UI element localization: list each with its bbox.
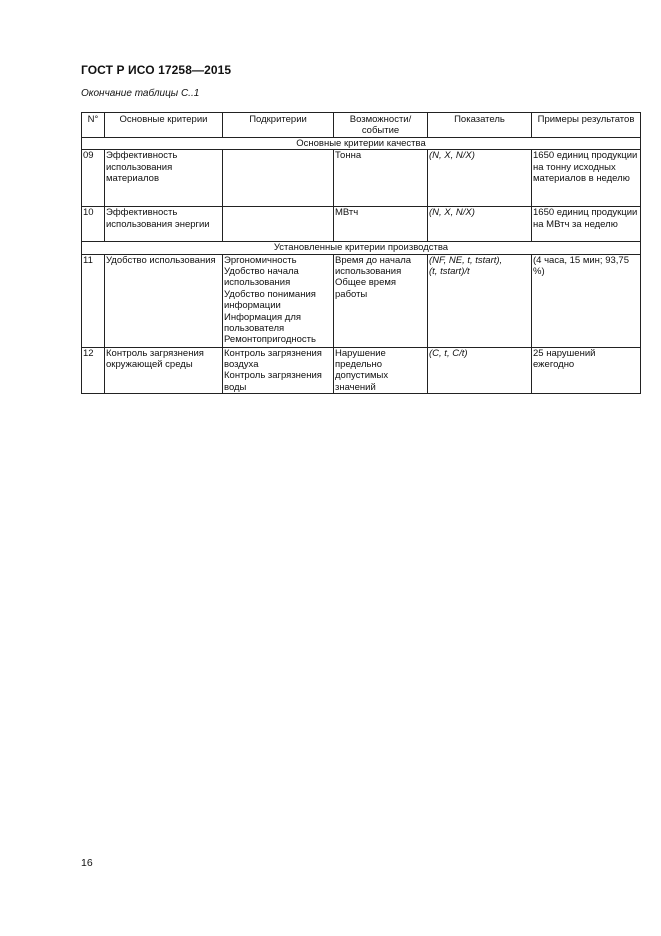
row-example: 1650 единиц продукции на тонну исходных материалов в неделю: [532, 150, 641, 207]
page-number: 16: [81, 857, 93, 869]
row-criteria: Эффективность использования энергии: [105, 207, 223, 242]
row-event: МВтч: [334, 207, 428, 242]
row-criteria: Удобство использования: [105, 254, 223, 347]
row-indicator: (N, X, N/X): [428, 207, 532, 242]
subcriteria-item: Информация для пользователя: [224, 311, 302, 335]
header-num: N°: [82, 113, 105, 138]
indicator-line: (t, tstart)/t: [429, 266, 470, 278]
header-criteria: Основные критерии: [105, 113, 223, 138]
subcriteria-item: Контроль загрязнения воздуха: [224, 347, 322, 371]
row-num: 11: [82, 254, 105, 347]
subcriteria-item: Удобство начала использования: [224, 266, 299, 289]
row-indicator: (N, X, N/X): [428, 150, 532, 207]
subcriteria-item: Контроль загрязнения воды: [224, 370, 322, 393]
table-row: [82, 347, 641, 394]
row-criteria: Контроль загрязнения окружающей среды: [105, 347, 223, 394]
document-header: ГОСТ Р ИСО 17258—2015: [81, 63, 232, 77]
section-title: Установленные критерии производства: [82, 242, 641, 254]
row-criteria: Эффективность использования материалов: [105, 150, 223, 207]
header-examples: Примеры результатов: [532, 113, 641, 138]
header-indicator: Показатель: [428, 113, 532, 138]
row-indicator: [428, 254, 532, 347]
header-subcriteria: Подкритерии: [223, 113, 334, 138]
subcriteria-item: Удобство понимания информации: [224, 288, 316, 312]
row-num: 09: [82, 150, 105, 207]
row-event: Нарушение предельно допустимых значений: [334, 347, 428, 394]
row-event: Время до начала использования Общее время работы: [334, 254, 428, 347]
table-caption: Окончание таблицы С..1: [81, 88, 200, 99]
section-title: Основные критерии качества: [82, 137, 641, 149]
row-example: 25 нарушений ежегодно: [532, 347, 641, 394]
section-row-quality: [82, 137, 641, 149]
row-example: (4 часа, 15 мин; 93,75 %): [532, 254, 641, 347]
indicator-line: (NF, NE, t, tstart),: [429, 254, 503, 266]
subcriteria-item: Эргономичность: [224, 254, 297, 266]
row-subcriteria: [223, 254, 334, 347]
row-event: Тонна: [334, 150, 428, 207]
criteria-table: [81, 112, 641, 394]
section-row-production: [82, 242, 641, 254]
table-header-row: [82, 113, 641, 138]
subcriteria-item: Ремонтопригодность: [224, 334, 316, 346]
table-row: [82, 150, 641, 207]
row-example: 1650 единиц продукции на МВтч за неделю: [532, 207, 641, 242]
row-subcriteria: [223, 347, 334, 394]
row-num: 10: [82, 207, 105, 242]
table-row: [82, 254, 641, 347]
table-row: [82, 207, 641, 242]
row-indicator: (C, t, C/t): [428, 347, 532, 394]
row-subcriteria: [223, 207, 334, 242]
header-event: Возможности/ событие: [334, 113, 428, 138]
row-subcriteria: [223, 150, 334, 207]
row-num: 12: [82, 347, 105, 394]
